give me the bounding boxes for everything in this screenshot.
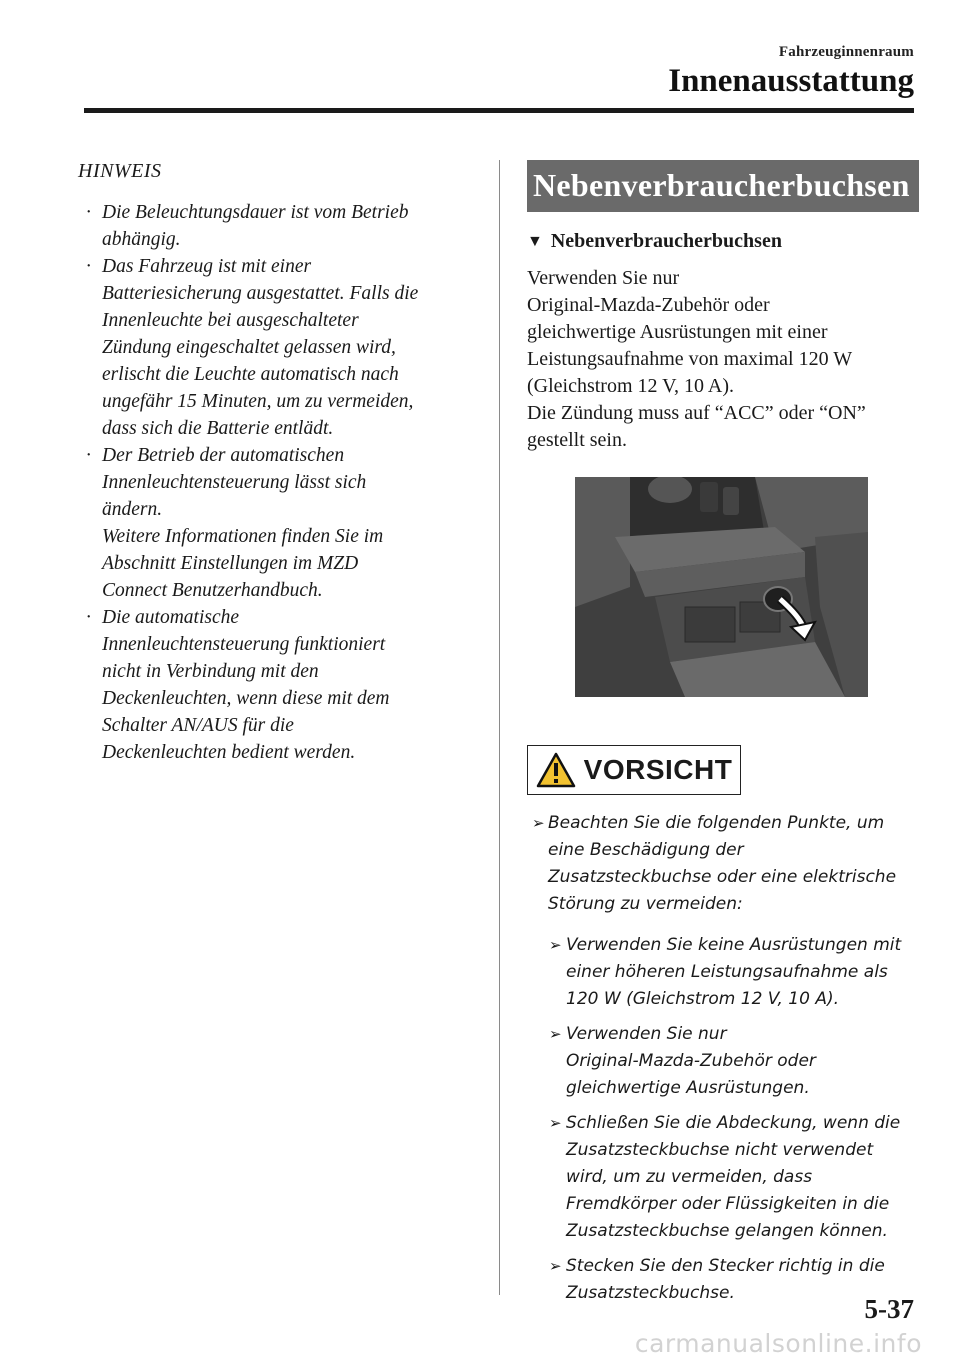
caution-main-text: Beachten Sie die folgenden Punkte, um eine Beschädigung der Zusatzsteckbuchse oder eine elektrische Störung zu vermeiden: <box>548 813 897 914</box>
note-section <box>76 160 476 766</box>
warning-triangle-icon <box>536 752 576 788</box>
caution-sub-item-text: Verwenden Sie keine Ausrüstungen mit einer höheren Leistungsaufnahme als 120 W (Gleichstrom 12 V, 10 A). <box>566 935 902 1009</box>
caution-sub-item-text: Stecken Sie den Stecker richtig in die Zusatzsteckbuchse. <box>566 1256 885 1303</box>
section-title: Innenausstattung <box>668 63 914 99</box>
bullet-dot-icon: · <box>86 256 91 277</box>
caution-list <box>532 810 924 1315</box>
caution-box <box>527 745 741 795</box>
bullet-dot-icon: · <box>86 202 91 223</box>
note-list <box>76 199 476 766</box>
header-rule <box>84 108 914 113</box>
arrow-right-icon: ➢ <box>549 936 562 954</box>
note-item <box>76 442 476 604</box>
console-socket-photo <box>575 477 868 697</box>
caution-sub-item <box>549 932 924 1013</box>
caution-sub-item-text: Verwenden Sie nur Original-Mazda-Zubehör oder gleichwertige Ausrüstungen. <box>566 1024 816 1098</box>
console-socket-illustration <box>575 477 868 697</box>
arrow-right-icon: ➢ <box>549 1257 562 1275</box>
arrow-right-icon: ➢ <box>532 814 545 832</box>
chapter-title: Fahrzeuginnenraum <box>778 44 914 60</box>
note-item-text: Die Beleuchtungsdauer ist vom Betrieb abhängig. <box>102 202 409 250</box>
note-item-text: Der Betrieb der automatischen Innenleuchtensteuerung lässt sich ändern. Weitere Informationen finden Sie im Abschnitt Einstellungen im MZD Connect Benutzerhandbuch. <box>102 445 384 601</box>
caution-sub-item <box>549 1110 924 1245</box>
page-header <box>668 44 914 100</box>
note-item <box>76 604 476 766</box>
subheading-text: Nebenverbraucherbuchsen <box>550 230 782 252</box>
watermark: carmanualsonline.info <box>634 1329 922 1358</box>
caution-sub-item <box>549 1021 924 1102</box>
arrow-right-icon: ➢ <box>549 1114 562 1132</box>
bullet-dot-icon: · <box>86 607 91 628</box>
note-item-text: Die automatische Innenleuchtensteuerung funktioniert nicht in Verbindung mit den Deckenleuchten, wenn diese mit dem Schalter AN/AUS für die Deckenleuchten bedient werden. <box>102 607 390 763</box>
section-banner: Nebenverbraucherbuchsen <box>527 160 919 212</box>
note-item-text: Das Fahrzeug ist mit einer Batteriesicherung ausgestattet. Falls die Innenleuchte bei ausgeschalteter Zündung eingeschaltet gelassen wird, erlischt die Leuchte automatisch nach ungefähr 15 Minuten, um zu vermeiden, dass sich die Batterie entlädt. <box>102 256 419 439</box>
arrow-right-icon: ➢ <box>549 1025 562 1043</box>
note-title: HINWEIS <box>78 160 162 182</box>
caution-item <box>532 810 924 918</box>
caution-sub-group <box>532 932 924 1307</box>
page-number: 5-37 <box>864 1294 914 1324</box>
column-divider <box>499 160 500 1295</box>
body-text: Verwenden Sie nur Original-Mazda-Zubehör oder gleichwertige Ausrüstungen mit einer Leistungsaufnahme von maximal 120 W (Gleichstrom 12 V, 10 A). Die Zündung muss auf “ACC” oder “ON” gestellt sein. <box>527 267 866 451</box>
caution-label: VORSICHT <box>583 754 733 785</box>
triangle-down-icon: ▼ <box>527 232 543 250</box>
note-item <box>76 253 476 442</box>
caution-sub-list <box>532 932 924 1307</box>
subheading <box>527 230 919 253</box>
note-item <box>76 199 476 253</box>
caution-sub-item-text: Schließen Sie die Abdeckung, wenn die Zusatzsteckbuchse nicht verwendet wird, um zu vermeiden, dass Fremdkörper oder Flüssigkeiten in die Zusatzsteckbuchse gelangen können. <box>566 1113 901 1241</box>
accessory-socket-section <box>527 160 919 454</box>
bullet-dot-icon: · <box>86 445 91 466</box>
